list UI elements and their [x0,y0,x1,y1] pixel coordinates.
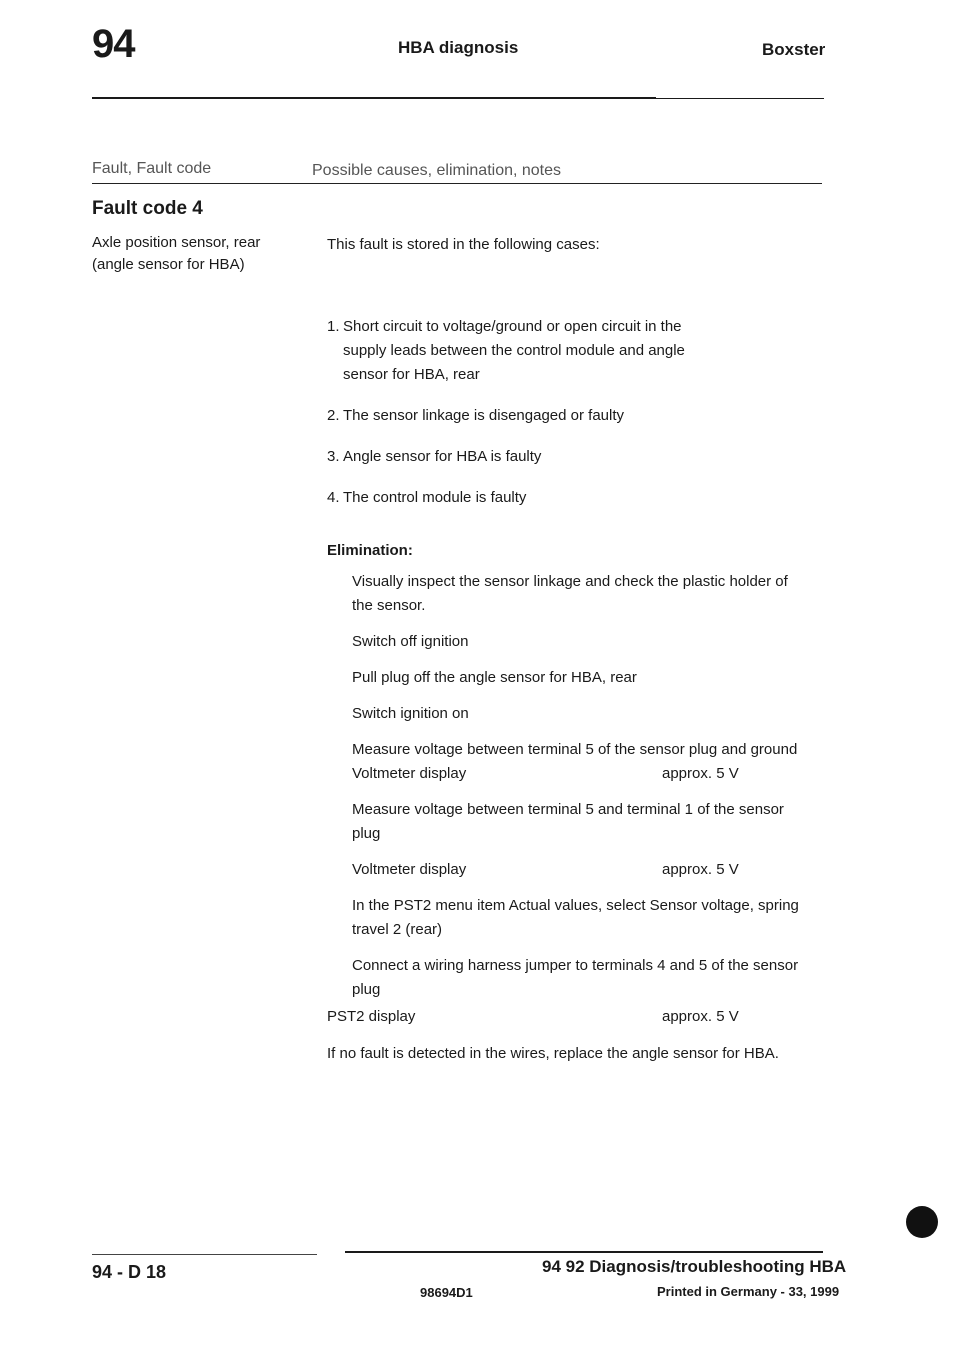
fault-description-line: (angle sensor for HBA) [92,256,245,273]
chapter-number: 94 [92,22,135,66]
cases-intro: This fault is stored in the following cases: [327,236,600,253]
pst2-display-value: approx. 5 V [662,1008,739,1025]
step-line: Measure voltage between terminal 5 of the sensor plug and ground [352,741,798,758]
final-note: If no fault is detected in the wires, replace the angle sensor for HBA. [327,1045,779,1062]
document-title: HBA diagnosis [398,38,519,57]
pst2-display-label: PST2 display [327,1008,416,1025]
page-number: 94 - D 18 [92,1262,167,1282]
voltmeter-value: approx. 5 V [662,765,739,782]
column-heading-fault: Fault, Fault code [92,160,212,177]
column-heading-causes: Possible causes, elimination, notes [312,162,562,179]
step-line: travel 2 (rear) [352,921,443,938]
case-text-line: Angle sensor for HBA is faulty [343,448,542,465]
step-line: plug [352,981,381,998]
case-item [327,445,817,469]
column-rule [92,183,822,184]
case-item [327,315,817,387]
case-item [327,404,817,428]
step-measure-terminals [352,798,822,846]
voltmeter-label: Voltmeter display [352,861,467,878]
step-pst2-menu [352,894,822,942]
footer-rule-right [345,1251,823,1253]
case-number: 1. [327,318,340,335]
pst2-display-row [327,1008,822,1032]
step-line: In the PST2 menu item Actual values, select Sensor voltage, spring [352,897,799,914]
printed-note: Printed in Germany - 33, 1999 [657,1284,840,1299]
cases-list [327,315,817,527]
step-line: Connect a wiring harness jumper to terminals 4 and 5 of the sensor [352,957,799,974]
case-text-line: The sensor linkage is disengaged or faulty [343,407,625,424]
case-text-line: supply leads between the control module and angle [343,342,685,359]
step-ignition-off: Switch off ignition [352,633,469,650]
header-rule [92,97,656,99]
fault-description-line: Axle position sensor, rear [92,234,261,251]
step-ignition-on: Switch ignition on [352,705,469,722]
voltmeter-row [352,762,822,786]
header-rule-thin [656,98,824,99]
voltmeter-value: approx. 5 V [662,861,739,878]
elimination-label: Elimination: [327,542,413,559]
fault-description [92,232,292,276]
step-pull-plug: Pull plug off the angle sensor for HBA, rear [352,669,637,686]
step-inspect [352,570,822,618]
case-number: 2. [327,407,340,424]
case-text-line: The control module is faulty [343,489,527,506]
fault-code-title: Fault code 4 [92,198,203,219]
step-measure-ground [352,738,822,786]
step-line: Visually inspect the sensor linkage and check the plastic holder of [352,573,788,590]
margin-dot-mark [906,1206,938,1238]
case-item [327,486,817,510]
case-number: 3. [327,448,340,465]
case-text-line: Short circuit to voltage/ground or open circuit in the [343,318,682,335]
step-line: Measure voltage between terminal 5 and terminal 1 of the sensor [352,801,784,818]
voltmeter-label: Voltmeter display [352,765,467,782]
step-line: the sensor. [352,597,426,614]
model-name: Boxster [762,40,826,59]
step-jumper [352,954,822,1002]
elimination-steps [352,570,822,1014]
case-number: 4. [327,489,340,506]
voltmeter-row-2 [352,858,822,882]
section-title: 94 92 Diagnosis/troubleshooting HBA [542,1257,847,1276]
document-code: 98694D1 [420,1285,473,1300]
voltmeter-row [352,858,822,882]
case-text-line: sensor for HBA, rear [343,366,480,383]
footer-rule-left [92,1254,317,1255]
step-line: plug [352,825,381,842]
